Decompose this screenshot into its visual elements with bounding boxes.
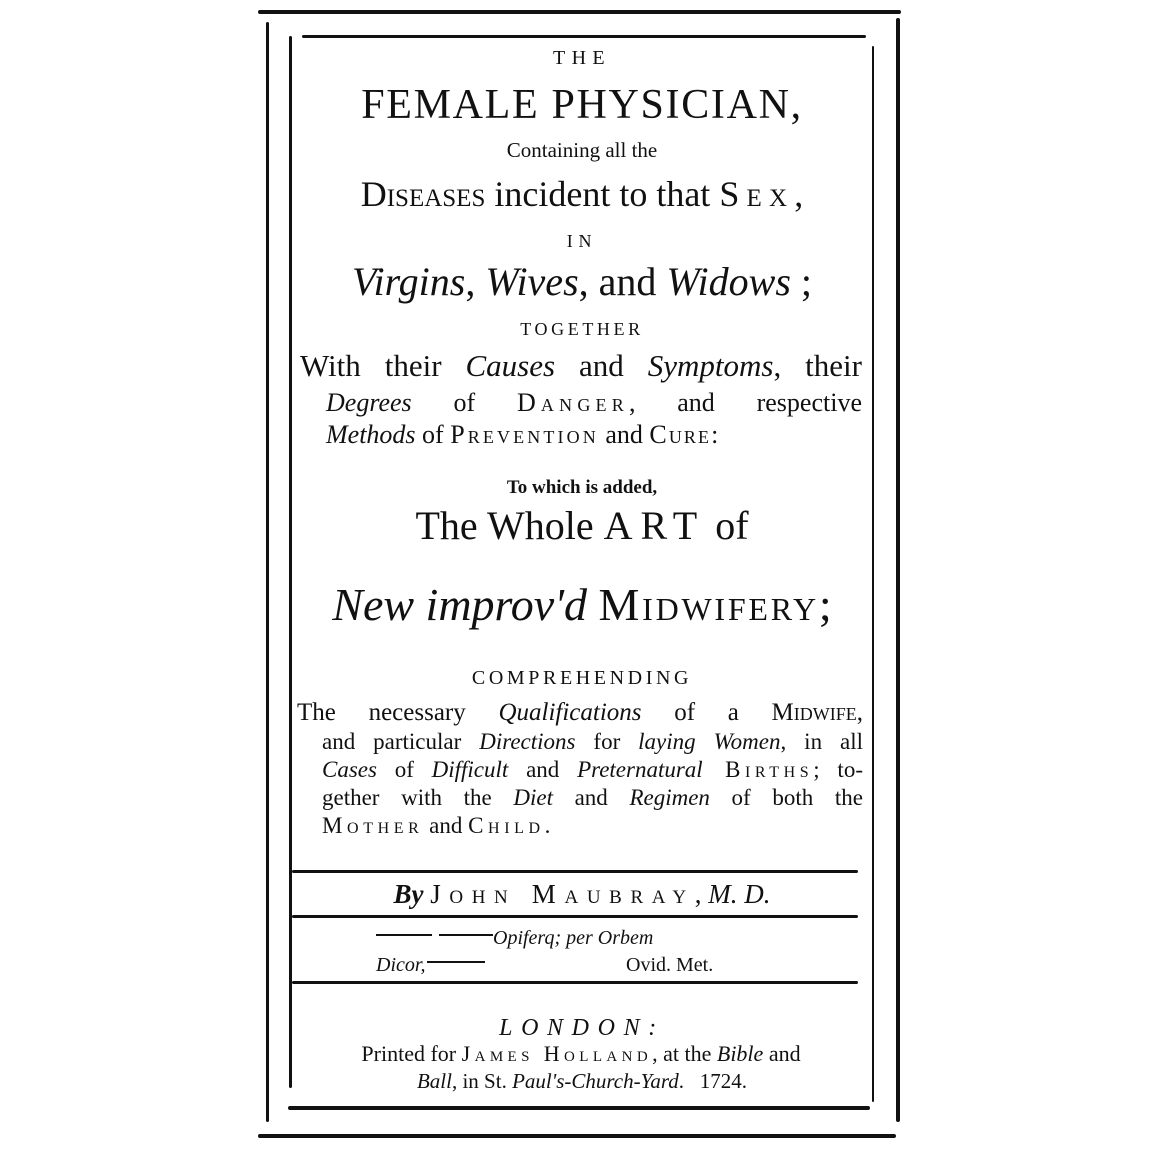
line-degrees bbox=[326, 390, 862, 416]
word-cure: Cure bbox=[649, 420, 712, 449]
punct-semicolon: ; bbox=[818, 579, 832, 630]
word-sex: Sex bbox=[719, 174, 795, 214]
imprint-city: LONDON: bbox=[499, 1015, 665, 1041]
text: and particular bbox=[322, 729, 480, 754]
text: , in all bbox=[780, 729, 863, 754]
text-with-their: With their bbox=[300, 348, 466, 383]
word-child: Child bbox=[468, 813, 545, 838]
word-births: Births bbox=[702, 757, 814, 782]
word-ball: Ball bbox=[416, 1069, 452, 1093]
punct: , bbox=[465, 259, 486, 304]
text-respective: , and respective bbox=[628, 388, 862, 417]
line-comprehending: COMPREHENDING bbox=[471, 667, 693, 689]
word-laying-women: laying Women bbox=[638, 729, 781, 754]
punct: . bbox=[678, 1069, 700, 1093]
epigraph-dicor: Dicor, bbox=[376, 954, 426, 976]
author-bottom-rule bbox=[292, 915, 858, 918]
outer-frame-bottom-rule bbox=[258, 1134, 896, 1138]
inner-frame-bottom-rule bbox=[288, 1106, 870, 1110]
epigraph-quote: Opiferq; per Orbem bbox=[493, 927, 654, 949]
word-danger: Danger bbox=[516, 388, 629, 417]
main-title: FEMALE PHYSICIAN, bbox=[361, 82, 803, 128]
word-degrees: Degrees bbox=[326, 388, 412, 417]
dash-rule bbox=[376, 934, 432, 936]
word-wives: Wives bbox=[485, 259, 579, 304]
text: of both the bbox=[709, 785, 863, 810]
line-causes bbox=[300, 350, 862, 381]
line-to-which: To which is added, bbox=[506, 477, 658, 498]
word-preternatural: Preternatural bbox=[577, 757, 703, 782]
text-and: and bbox=[763, 1041, 801, 1066]
text: and bbox=[552, 785, 630, 810]
line-virgins bbox=[290, 259, 874, 304]
word-causes: Causes bbox=[465, 348, 556, 383]
line-containing: Containing all the bbox=[506, 138, 658, 162]
text: ; to- bbox=[813, 757, 863, 782]
text: The necessary bbox=[297, 699, 499, 726]
text: gether with the bbox=[322, 785, 514, 810]
word-difficult: Difficult bbox=[431, 757, 509, 782]
outer-frame-top-rule bbox=[258, 10, 901, 14]
author-name: John Maubray bbox=[430, 879, 695, 909]
epigraph-bottom-rule bbox=[292, 981, 858, 984]
author-line bbox=[290, 881, 874, 908]
word-diet: Diet bbox=[513, 785, 553, 810]
paragraph-line-2 bbox=[322, 730, 863, 753]
text: for bbox=[575, 729, 639, 754]
text-new-improved: New improv'd bbox=[332, 579, 599, 630]
paragraph-line-4 bbox=[322, 786, 863, 809]
text: and bbox=[508, 757, 578, 782]
publication-year: 1724. bbox=[699, 1069, 748, 1093]
punct-semicolon: ; bbox=[790, 259, 813, 304]
author-degree: M. D. bbox=[708, 879, 771, 909]
line-the: THE bbox=[552, 47, 612, 69]
line-midwifery bbox=[290, 579, 874, 630]
word-qualifications: Qualifications bbox=[498, 699, 642, 726]
imprint-line-2 bbox=[290, 1071, 874, 1092]
word-symptoms: Symptoms bbox=[647, 348, 774, 383]
text: and bbox=[423, 813, 469, 838]
word-virgins: Virgins bbox=[351, 259, 466, 304]
text-the-whole: The Whole bbox=[415, 503, 604, 548]
printer-name: James Holland bbox=[461, 1041, 653, 1066]
word-pauls-churchyard: Paul's-Church-Yard bbox=[512, 1069, 679, 1093]
word-mother: Mother bbox=[322, 813, 424, 838]
text-incident: incident to that bbox=[485, 174, 720, 214]
text: of a bbox=[641, 699, 772, 726]
word-widows: Widows bbox=[666, 259, 791, 304]
imprint-line-1 bbox=[292, 1043, 870, 1065]
line-together: TOGETHER bbox=[520, 319, 644, 339]
punct-comma: , bbox=[794, 174, 804, 214]
word-directions: Directions bbox=[479, 729, 576, 754]
line-methods bbox=[326, 422, 846, 448]
dash-rule bbox=[427, 961, 485, 963]
line-diseases bbox=[290, 176, 874, 212]
text-of: of bbox=[705, 503, 749, 548]
word-prevention: Prevention bbox=[450, 420, 599, 449]
text-of: of bbox=[411, 388, 517, 417]
line-whole-art bbox=[290, 503, 874, 548]
word-bible: Bible bbox=[716, 1041, 764, 1066]
word-midwifery: Midwifery bbox=[598, 579, 819, 630]
outer-frame-right-rule bbox=[896, 18, 900, 1122]
paragraph-line-5 bbox=[322, 814, 863, 837]
word-midwife: Midwife bbox=[771, 699, 857, 726]
text-and: and bbox=[555, 348, 648, 383]
punct-colon: : bbox=[711, 420, 719, 449]
paragraph-line-3 bbox=[322, 758, 863, 781]
author-top-rule bbox=[292, 870, 858, 873]
word-regimen: Regimen bbox=[629, 785, 710, 810]
dash-rule bbox=[439, 934, 493, 936]
epigraph-line-1 bbox=[376, 928, 776, 948]
punct: . bbox=[544, 813, 551, 838]
word-methods: Methods bbox=[326, 420, 416, 449]
epigraph-line-2 bbox=[376, 955, 776, 975]
text: of bbox=[376, 757, 432, 782]
word-by: By bbox=[393, 879, 424, 909]
punct: , bbox=[856, 699, 863, 726]
inner-frame-top-rule bbox=[302, 35, 866, 38]
paragraph-line-1 bbox=[297, 700, 863, 725]
text-and: , and bbox=[578, 259, 667, 304]
word-art: ART bbox=[603, 503, 706, 548]
text: , at the bbox=[652, 1041, 717, 1066]
word-cases: Cases bbox=[322, 757, 377, 782]
text-printed-for: Printed for bbox=[361, 1041, 462, 1066]
text-their: , their bbox=[773, 348, 862, 383]
outer-frame-left-rule bbox=[266, 22, 269, 1122]
text-of: of bbox=[415, 420, 451, 449]
line-in: IN bbox=[566, 231, 598, 251]
text-and: and bbox=[598, 420, 650, 449]
text: , in St. bbox=[451, 1069, 513, 1093]
word-diseases: Diseases bbox=[360, 174, 486, 214]
epigraph-source: Ovid. Met. bbox=[626, 954, 714, 976]
punct: , bbox=[694, 879, 709, 909]
